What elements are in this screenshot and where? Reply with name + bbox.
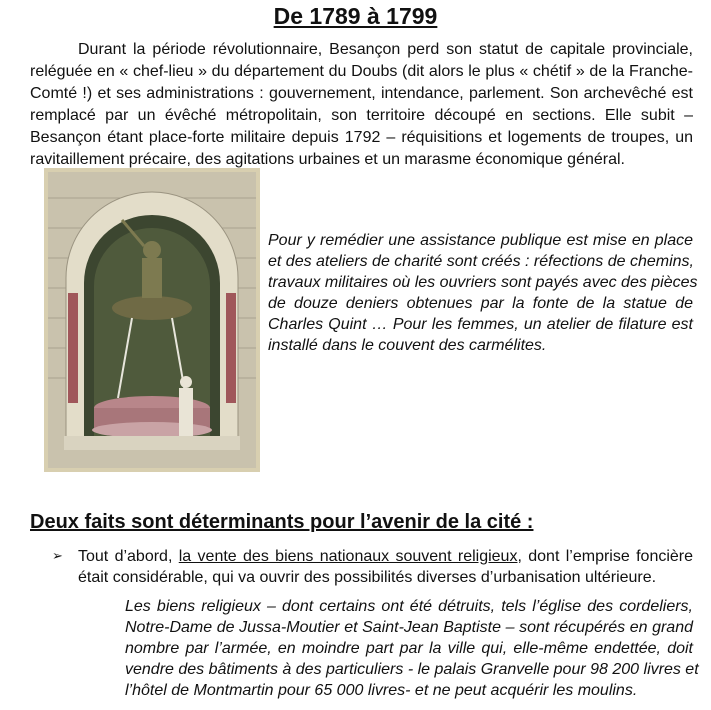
bullet-text: Tout d’abord, xyxy=(78,548,179,565)
text-line: Comté !) et ses administrations : gouvernement, intendance, parlement. Son archevêché est xyxy=(30,85,693,102)
text-line: travaux militaires où les ouvriers sont payés avec des pièces xyxy=(268,274,698,291)
page-title: De 1789 à 1799 xyxy=(273,3,438,29)
text-line: de douze deniers obtenues par la fonte de la statue de xyxy=(268,295,693,312)
text-line: et des ateliers de charité sont créés : réfections de chemins, xyxy=(268,253,694,270)
text-line: Les biens religieux – dont certains ont été détruits, tels l’église des cordeliers, xyxy=(125,598,693,615)
text-line: installé dans le couvent des carmélites. xyxy=(268,337,547,354)
text-line: nombre par l’armée, en moindre part par la ville qui, elle-même endettée, doit xyxy=(125,640,693,657)
underlined-phrase: la vente des biens nationaux souvent religieux xyxy=(178,548,518,565)
text-line: Durant la période révolutionnaire, Besançon perd son statut de capitale provinciale, xyxy=(78,41,693,58)
section-heading: Deux faits sont déterminants pour l’avenir de la cité : xyxy=(30,511,534,533)
text-line: Charles Quint … Pour les femmes, un atelier de filature est xyxy=(268,316,693,333)
bullet-line xyxy=(78,547,693,567)
bullet-line: était considérable, qui va ouvrir des possibilités diverses d’urbanisation ultérieure. xyxy=(78,569,657,586)
text-line: remplacé par un évêché métropolitain, son territoire découpé en sections. Elle subit – xyxy=(30,107,693,124)
text-line: l’hôtel de Montmartin pour 65 000 livres- et ne peut acquérir les moulins. xyxy=(125,682,638,699)
text-line: reléguée en « chef-lieu » du département du Doubs (dit alors le plus « chétif » de la Franche- xyxy=(30,63,693,80)
text-line: Besançon étant place-forte militaire depuis 1792 – réquisitions et logements de troupes, un xyxy=(30,129,693,146)
fountain-illustration xyxy=(44,168,260,472)
text-line: Pour y remédier une assistance publique est mise en place xyxy=(268,232,693,249)
text-line: Notre-Dame de Jussa-Moutier et Saint-Jean Baptiste – sont récupérés en grand xyxy=(125,619,693,636)
bullet-text: , dont l’emprise foncière xyxy=(517,548,694,565)
arrow-bullet-icon: ➢ xyxy=(52,548,63,563)
text-line: ravitaillement précaire, des agitations urbaines et un marasme économique général. xyxy=(30,151,625,168)
text-line: vendre des bâtiments à des particuliers - le palais Granvelle pour 98 200 livres et xyxy=(125,661,699,678)
